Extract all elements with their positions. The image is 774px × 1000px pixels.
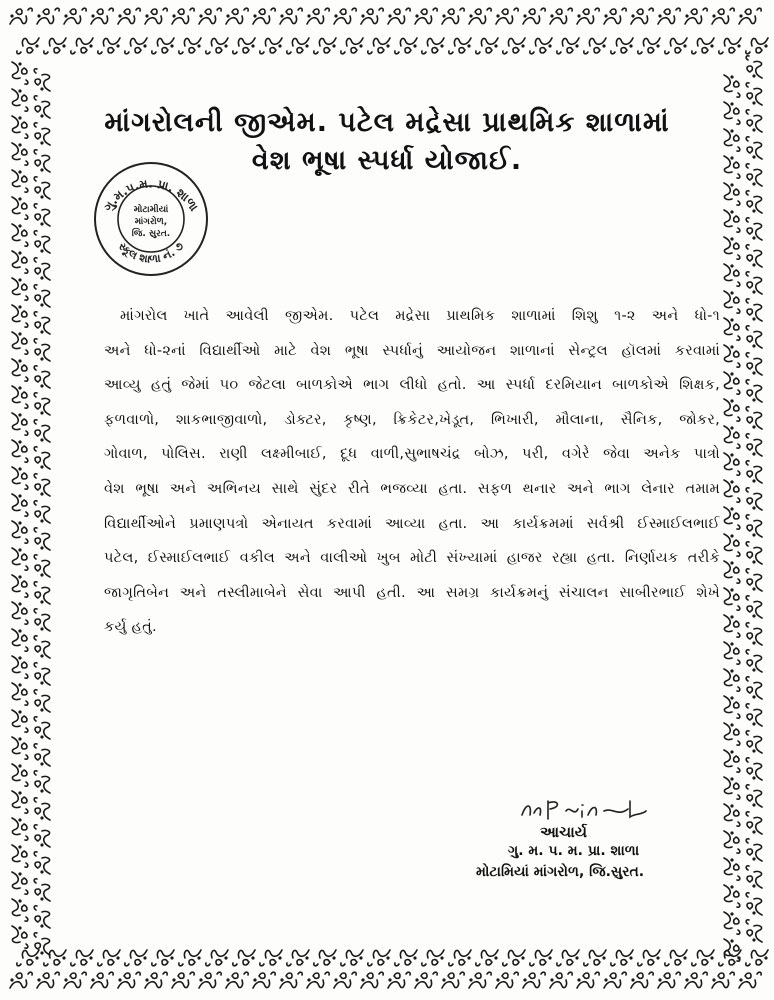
floral-motif <box>746 272 762 294</box>
floral-motif <box>91 8 113 24</box>
floral-motif <box>37 972 59 988</box>
floral-motif <box>10 972 32 988</box>
floral-motif <box>746 164 762 186</box>
floral-motif <box>724 372 740 394</box>
body-line: કર્યુ હતું. <box>104 618 157 636</box>
floral-motif <box>10 8 32 24</box>
floral-motif <box>34 933 50 955</box>
floral-motif <box>34 258 50 280</box>
floral-motif <box>557 950 579 966</box>
floral-motif <box>361 972 383 988</box>
floral-motif <box>307 972 329 988</box>
floral-motif <box>12 251 28 273</box>
floral-motif <box>314 38 336 54</box>
floral-motif <box>34 393 50 415</box>
floral-motif <box>12 386 28 408</box>
floral-motif <box>12 926 28 948</box>
floral-motif <box>746 353 762 375</box>
floral-motif <box>692 38 714 54</box>
floral-motif <box>37 8 59 24</box>
floral-motif <box>724 399 740 421</box>
floral-motif <box>152 38 174 54</box>
floral-motif <box>665 950 687 966</box>
floral-motif <box>125 950 147 966</box>
floral-motif <box>12 656 28 678</box>
floral-motif <box>746 380 762 402</box>
floral-motif <box>253 972 275 988</box>
floral-motif <box>395 950 417 966</box>
floral-motif <box>12 116 28 138</box>
floral-motif <box>280 8 302 24</box>
floral-motif <box>530 950 552 966</box>
floral-motif <box>34 717 50 739</box>
floral-motif <box>746 758 762 780</box>
floral-motif <box>724 318 740 340</box>
floral-motif <box>64 972 86 988</box>
signature-place: મોટામિયાં માંગરોળ, જિ.સુરત. <box>476 864 645 880</box>
floral-motif <box>12 332 28 354</box>
floral-motif <box>118 972 140 988</box>
floral-motif <box>260 950 282 966</box>
floral-motif <box>724 669 740 691</box>
floral-motif <box>422 950 444 966</box>
floral-motif <box>550 972 572 988</box>
floral-motif <box>746 812 762 834</box>
floral-motif <box>476 38 498 54</box>
floral-motif <box>724 183 740 205</box>
floral-motif <box>12 278 28 300</box>
floral-motif <box>746 596 762 618</box>
floral-motif <box>12 710 28 732</box>
signature-title: આચાર્ય <box>540 823 588 841</box>
article-body <box>104 299 720 645</box>
body-line: પટેલ, ઈસ્માઈલભાઈ વકીલ અને વાલીઓ ખુબ મોટી સંખ્યામાં હાજર રહ્યા હતા. નિર્ણાયક તરીકે <box>104 549 720 567</box>
floral-motif <box>724 858 740 880</box>
floral-motif <box>12 143 28 165</box>
floral-motif <box>719 38 741 54</box>
body-line: જાગૃતિબેન અને તસ્લીમાબેને સેવા આપી હતી. આ સમગ્ર કાર્યક્રમનું સંચાલન સાબીરભાઈ શેખે <box>104 583 720 601</box>
body-line: આવ્યુ હતું જેમાં ૫૦ જેટલા બાળકોએ ભાગ લીધો હતો. આ સ્પર્ધા દરમિયાન બાળકોએ શિક્ષક, <box>104 376 720 394</box>
floral-motif <box>12 170 28 192</box>
floral-motif <box>152 950 174 966</box>
floral-motif <box>712 972 734 988</box>
floral-motif <box>746 461 762 483</box>
floral-motif <box>71 38 93 54</box>
floral-motif <box>746 326 762 348</box>
floral-motif <box>12 521 28 543</box>
floral-motif <box>12 224 28 246</box>
floral-motif <box>12 629 28 651</box>
floral-motif <box>307 8 329 24</box>
floral-motif <box>233 38 255 54</box>
floral-motif <box>724 642 740 664</box>
body-line: વિદ્યાર્થીઓને પ્રમાણપત્રો એનાયત કરવામાં આવ્યા હતા. આ કાર્યક્રમમાં સર્વશ્રી ઈસ્માઈલભાઈ <box>104 514 720 532</box>
stamp-bottom-text: સ્કૂલ શાળા નં. ૭ <box>115 239 187 266</box>
floral-motif <box>746 218 762 240</box>
floral-motif <box>12 872 28 894</box>
floral-motif <box>746 488 762 510</box>
floral-motif <box>34 204 50 226</box>
floral-motif <box>724 885 740 907</box>
floral-motif <box>523 8 545 24</box>
floral-motif <box>12 764 28 786</box>
floral-motif <box>388 972 410 988</box>
floral-motif <box>34 285 50 307</box>
floral-motif <box>584 38 606 54</box>
floral-motif <box>604 8 626 24</box>
floral-motif <box>469 972 491 988</box>
floral-motif <box>145 972 167 988</box>
body-line: ફળવાળો, શાકભાજીવાળો, ડોક્ટર, કૃષ્ણ, ક્રિકેટર,ખેડૂત, ભિખારી, મૌલાના, સૈનિક, જોકર, <box>104 410 720 428</box>
floral-motif <box>692 950 714 966</box>
stamp-inner-line-1: મોટામીયાં <box>133 205 169 215</box>
floral-motif <box>724 210 740 232</box>
floral-motif <box>34 663 50 685</box>
floral-motif <box>206 950 228 966</box>
floral-motif <box>145 8 167 24</box>
floral-motif <box>12 467 28 489</box>
floral-motif <box>746 569 762 591</box>
floral-motif <box>604 972 626 988</box>
floral-motif <box>12 305 28 327</box>
floral-motif <box>179 38 201 54</box>
floral-motif <box>746 245 762 267</box>
floral-motif <box>550 8 572 24</box>
floral-motif <box>724 345 740 367</box>
floral-motif <box>34 852 50 874</box>
floral-motif <box>724 480 740 502</box>
floral-motif <box>577 972 599 988</box>
floral-motif <box>34 150 50 172</box>
floral-motif <box>746 191 762 213</box>
floral-motif <box>442 8 464 24</box>
floral-motif <box>368 950 390 966</box>
floral-motif <box>523 972 545 988</box>
floral-motif <box>12 440 28 462</box>
floral-motif <box>611 950 633 966</box>
floral-motif <box>12 359 28 381</box>
floral-motif <box>724 804 740 826</box>
floral-motif <box>199 972 221 988</box>
floral-motif <box>34 879 50 901</box>
floral-motif <box>34 690 50 712</box>
floral-motif <box>746 650 762 672</box>
floral-motif <box>685 8 707 24</box>
floral-motif <box>34 177 50 199</box>
school-stamp <box>92 160 210 278</box>
body-line: ગોવાળ, પોલિસ. રાણી લક્ષ્મીબાઈ, દૂધ વાળી,સુભાષચંદ્ર બોઝ, પરી, વગેરે જેવા અનેક પાત્રો <box>104 445 720 463</box>
floral-motif <box>34 582 50 604</box>
floral-motif <box>17 950 39 966</box>
floral-motif <box>746 515 762 537</box>
floral-motif <box>746 623 762 645</box>
floral-motif <box>415 972 437 988</box>
floral-motif <box>712 8 734 24</box>
floral-motif <box>746 920 762 942</box>
floral-motif <box>206 38 228 54</box>
floral-motif <box>12 737 28 759</box>
floral-motif <box>368 38 390 54</box>
floral-motif <box>179 950 201 966</box>
floral-motif <box>125 38 147 54</box>
floral-motif <box>724 777 740 799</box>
floral-motif <box>746 950 768 966</box>
floral-motif <box>584 950 606 966</box>
floral-motif <box>724 291 740 313</box>
floral-motif <box>724 831 740 853</box>
floral-motif <box>172 8 194 24</box>
floral-motif <box>724 102 740 124</box>
floral-motif <box>98 38 120 54</box>
floral-motif <box>746 434 762 456</box>
body-line: અને ધો-૨નાં વિદ્યાર્થીઓ માટે વેશ ભૂષા સ્પર્ધાનું આયોજન શાળાનાં સેન્ટ્રલ હૉલમાં કરવામાં <box>104 341 720 359</box>
floral-motif <box>12 62 28 84</box>
floral-motif <box>739 972 761 988</box>
floral-motif <box>746 407 762 429</box>
floral-motif <box>746 731 762 753</box>
floral-motif <box>12 413 28 435</box>
floral-motif <box>12 818 28 840</box>
body-line: માંગરોલ ખાતે આવેલી જીએમ. પટેલ મદ્રેસા પ્રાથમિક શાળામાં શિશુ ૧-૨ અને ધો-૧ <box>120 307 720 324</box>
floral-motif <box>476 950 498 966</box>
floral-motif <box>724 912 740 934</box>
floral-motif <box>724 129 740 151</box>
floral-motif <box>422 38 444 54</box>
floral-motif <box>34 798 50 820</box>
floral-motif <box>724 534 740 556</box>
floral-motif <box>469 8 491 24</box>
floral-motif <box>280 972 302 988</box>
floral-motif <box>724 615 740 637</box>
floral-motif <box>64 8 86 24</box>
floral-motif <box>12 494 28 516</box>
floral-motif <box>724 237 740 259</box>
floral-motif <box>17 38 39 54</box>
floral-motif <box>746 866 762 888</box>
floral-motif <box>12 575 28 597</box>
floral-motif <box>334 8 356 24</box>
floral-motif <box>34 636 50 658</box>
title-line-1: માંગરોલની જીએમ. પટેલ મદ્રેસા પ્રાથમિક શાળામાં <box>104 107 670 138</box>
floral-motif <box>199 8 221 24</box>
floral-motif <box>746 137 762 159</box>
floral-motif <box>34 339 50 361</box>
floral-motif <box>34 609 50 631</box>
floral-motif <box>388 8 410 24</box>
floral-motif <box>496 972 518 988</box>
floral-motif <box>724 723 740 745</box>
floral-motif <box>253 8 275 24</box>
floral-motif <box>746 893 762 915</box>
floral-motif <box>724 453 740 475</box>
floral-motif <box>746 83 762 105</box>
floral-motif <box>12 197 28 219</box>
floral-motif <box>34 123 50 145</box>
floral-motif <box>361 8 383 24</box>
floral-motif <box>746 110 762 132</box>
floral-motif <box>34 447 50 469</box>
floral-motif <box>746 542 762 564</box>
floral-motif <box>724 588 740 610</box>
floral-motif <box>34 555 50 577</box>
floral-motif <box>98 950 120 966</box>
floral-motif <box>34 501 50 523</box>
floral-motif <box>449 950 471 966</box>
floral-motif <box>233 950 255 966</box>
floral-motif <box>724 75 740 97</box>
floral-motif <box>638 950 660 966</box>
floral-motif <box>503 950 525 966</box>
floral-motif <box>118 8 140 24</box>
floral-motif <box>557 38 579 54</box>
floral-motif <box>503 38 525 54</box>
floral-motif <box>739 8 761 24</box>
floral-motif <box>287 950 309 966</box>
signature-school: ગુ. મ. પ. મ. પ્રા. શાળા <box>508 843 640 859</box>
floral-motif <box>12 791 28 813</box>
floral-motif <box>12 89 28 111</box>
floral-motif <box>260 38 282 54</box>
floral-motif <box>611 38 633 54</box>
floral-motif <box>395 38 417 54</box>
floral-motif <box>724 156 740 178</box>
floral-motif <box>746 839 762 861</box>
floral-motif <box>658 8 680 24</box>
floral-motif <box>334 972 356 988</box>
floral-motif <box>34 825 50 847</box>
floral-motif <box>449 38 471 54</box>
floral-motif <box>530 38 552 54</box>
floral-motif <box>34 528 50 550</box>
floral-motif <box>577 8 599 24</box>
floral-motif <box>34 771 50 793</box>
floral-motif <box>746 38 768 54</box>
floral-motif <box>719 950 741 966</box>
title-line-2: વેશ ભૂષા સ્પર્ધા યોજાઈ. <box>251 145 523 176</box>
stamp-outer-text: ગુ.મ.પ.મ. પ્રા. શાળા <box>100 176 202 214</box>
floral-motif <box>631 8 653 24</box>
floral-motif <box>12 683 28 705</box>
floral-motif <box>631 972 653 988</box>
floral-motif <box>746 704 762 726</box>
floral-motif <box>12 845 28 867</box>
floral-motif <box>341 950 363 966</box>
floral-motif <box>34 69 50 91</box>
floral-motif <box>287 38 309 54</box>
floral-motif <box>724 750 740 772</box>
floral-motif <box>34 96 50 118</box>
svg-text:સ્કૂલ શાળા નં. ૭ <box>116 239 187 265</box>
floral-motif <box>685 972 707 988</box>
floral-motif <box>746 56 762 78</box>
floral-motif <box>172 972 194 988</box>
floral-motif <box>44 38 66 54</box>
floral-motif <box>71 950 93 966</box>
floral-motif <box>724 264 740 286</box>
floral-motif <box>12 548 28 570</box>
floral-motif <box>496 8 518 24</box>
floral-motif <box>724 561 740 583</box>
floral-motif <box>341 38 363 54</box>
floral-motif <box>34 231 50 253</box>
floral-motif <box>34 906 50 928</box>
floral-motif <box>226 8 248 24</box>
floral-motif <box>724 426 740 448</box>
floral-motif <box>665 38 687 54</box>
floral-motif <box>415 8 437 24</box>
handwritten-signature <box>518 793 658 825</box>
floral-motif <box>724 507 740 529</box>
floral-motif <box>746 677 762 699</box>
floral-motif <box>724 696 740 718</box>
floral-motif <box>658 972 680 988</box>
floral-motif <box>34 474 50 496</box>
floral-motif <box>314 950 336 966</box>
floral-motif <box>12 899 28 921</box>
floral-motif <box>34 744 50 766</box>
floral-motif <box>34 366 50 388</box>
stamp-inner-line-3: જિ. સુરત. <box>131 229 171 239</box>
floral-motif <box>12 602 28 624</box>
floral-motif <box>638 38 660 54</box>
stamp-inner-line-2: માંગરોળ, <box>134 217 168 227</box>
floral-motif <box>226 972 248 988</box>
floral-motif <box>34 312 50 334</box>
floral-motif <box>746 299 762 321</box>
floral-motif <box>91 972 113 988</box>
floral-motif <box>442 972 464 988</box>
floral-motif <box>34 420 50 442</box>
body-line: વેશ ભૂષા અને અભિનય સાથે સુંદર રીતે ભજવ્યા હતા. સફળ થનાર અને ભાગ લેનાર તમામ <box>104 479 720 497</box>
floral-motif <box>746 785 762 807</box>
